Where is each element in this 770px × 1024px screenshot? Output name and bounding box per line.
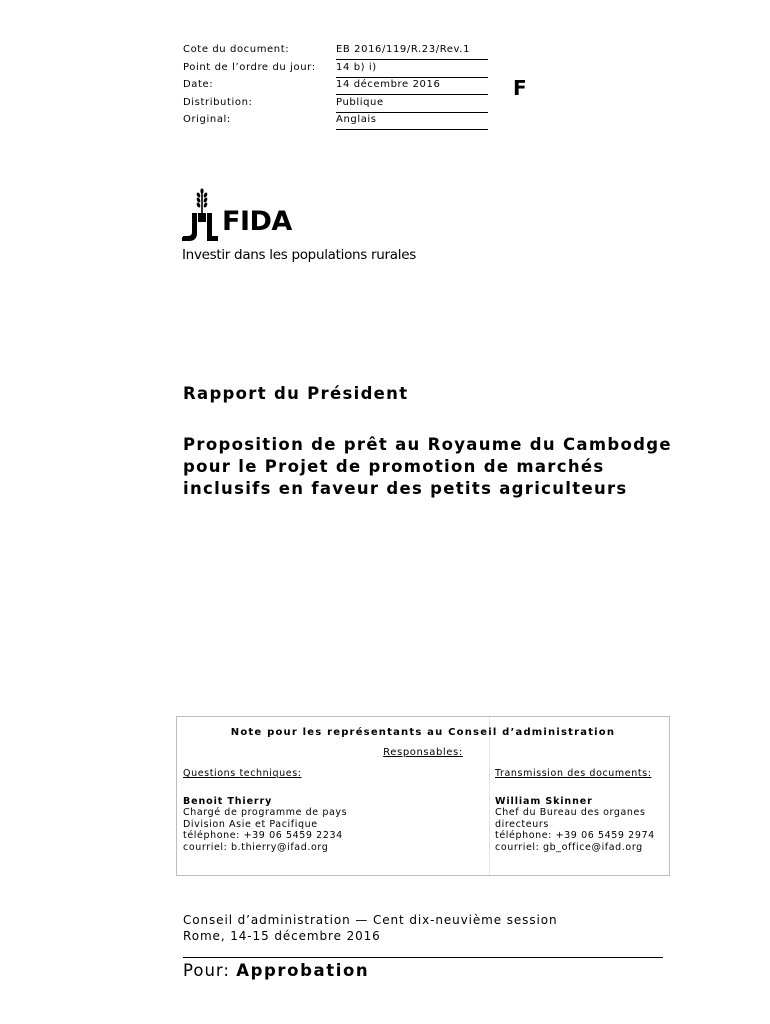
documents-contact-phone: téléphone: +39 06 5459 2974	[495, 830, 655, 841]
logo-tagline: Investir dans les populations rurales	[182, 247, 416, 263]
documents-contact-email[interactable]: courriel: gb_office@ifad.org	[495, 841, 643, 853]
proposal-title	[183, 434, 703, 500]
meta-row-original	[183, 112, 488, 130]
logo-name: FIDA	[222, 206, 292, 237]
column-divider	[489, 717, 490, 875]
documents-contact-heading: Transmission des documents:	[495, 768, 652, 779]
technical-contact-heading: Questions techniques:	[183, 768, 302, 779]
meta-value: 14 b) i)	[336, 62, 488, 78]
document-metadata	[183, 42, 488, 130]
purpose-label: Pour:	[183, 961, 230, 980]
proposal-title-line: pour le Projet de promotion de marchés	[183, 457, 605, 476]
documents-contact	[495, 768, 655, 853]
meta-value: Anglais	[336, 114, 488, 130]
technical-contact-phone: téléphone: +39 06 5459 2234	[183, 830, 343, 841]
meta-value: Publique	[336, 97, 488, 113]
language-letter: F	[513, 76, 527, 100]
meta-label: Point de l’ordre du jour:	[183, 61, 316, 73]
meta-row-date	[183, 77, 488, 95]
meta-label: Date:	[183, 79, 214, 90]
meta-value: EB 2016/119/R.23/Rev.1	[336, 44, 488, 60]
technical-contact-name: Benoit Thierry	[183, 795, 273, 807]
board-note-box	[176, 716, 670, 876]
meta-value: 14 décembre 2016	[336, 79, 488, 95]
meta-label: Original:	[183, 114, 231, 125]
documents-contact-role-cont: directeurs	[495, 818, 549, 830]
note-title: Note pour les représentants au Conseil d’administration	[230, 727, 616, 738]
purpose-value: Approbation	[236, 961, 370, 980]
session-info	[183, 913, 557, 944]
note-responsables-heading: Responsables:	[383, 747, 463, 758]
report-title: Rapport du Président	[183, 384, 409, 403]
technical-contact	[183, 768, 347, 853]
meta-row-distribution	[183, 95, 488, 113]
meta-row-agenda	[183, 60, 488, 78]
meta-row-doc-ref	[183, 42, 488, 60]
purpose	[183, 961, 369, 980]
proposal-title-line: inclusifs en faveur des petits agriculteurs	[183, 479, 628, 498]
fida-logo	[182, 186, 442, 266]
technical-contact-division: Division Asie et Pacifique	[183, 818, 318, 830]
horizontal-rule	[183, 957, 663, 958]
technical-contact-email[interactable]: courriel: b.thierry@ifad.org	[183, 841, 329, 853]
meta-label: Distribution:	[183, 96, 253, 108]
fida-wheat-logo-icon	[182, 186, 222, 244]
session-place-date: Rome, 14-15 décembre 2016	[183, 928, 381, 943]
session-name: Conseil d’administration — Cent dix-neuvième session	[183, 913, 558, 927]
technical-contact-role: Chargé de programme de pays	[183, 807, 348, 818]
proposal-title-line: Proposition de prêt au Royaume du Cambodge	[183, 435, 672, 454]
documents-contact-name: William Skinner	[495, 795, 593, 807]
documents-contact-role: Chef du Bureau des organes	[495, 807, 646, 818]
meta-label: Cote du document:	[183, 44, 290, 55]
